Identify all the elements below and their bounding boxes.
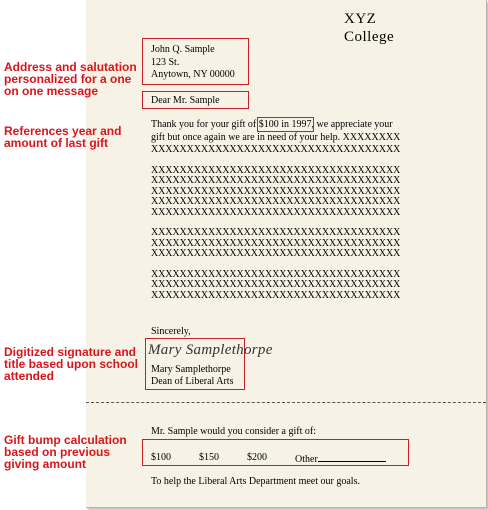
college-name-line2: College xyxy=(344,29,395,45)
address-name: John Q. Sample xyxy=(151,44,215,55)
callout-references: References year and amount of last gift xyxy=(4,124,122,150)
filler-row: XXXXXXXXXXXXXXXXXXXXXXXXXXXXXXXXXXX xyxy=(151,237,401,249)
signer-title: Dean of Liberal Arts xyxy=(151,376,234,387)
other-amount-blank[interactable] xyxy=(318,452,386,462)
digitized-signature: Mary Samplethorpe xyxy=(148,342,273,358)
filler-row: XXXXXXXXXXXXXXXXXXXXXXXXXXXXXXXXXXX xyxy=(151,206,401,218)
filler-row: XXXXXXXXXXXXXXXXXXXXXXXXXXXXXXXXXXX xyxy=(151,248,401,259)
callout-address: Address and salutation personalized for a one on one message xyxy=(4,60,137,98)
filler-row: XXXXXXXXXXXXXXXXXXXXXXXXXXXXXXXXXXX xyxy=(151,289,401,301)
filler-row: XXXXXXXXXXXXXXXXXXXXXXXXXXXXXXXXXXX xyxy=(151,268,401,280)
filler-row: XXXXXXXXXXXXXXXXXXXXXXXXXXXXXXXXXXX xyxy=(151,175,401,186)
gift-option-100[interactable]: $100 xyxy=(151,452,171,463)
gift-option-other[interactable] xyxy=(295,452,386,465)
filler-paragraphs xyxy=(151,145,400,301)
address-city: Anytown, NY 00000 xyxy=(151,69,235,80)
gift-prompt: Mr. Sample would you consider a gift of: xyxy=(151,426,316,437)
other-label: Other xyxy=(295,454,318,465)
reply-footer: To help the Liberal Arts Department meet our goals. xyxy=(151,476,360,487)
signer-name: Mary Samplethorpe xyxy=(151,364,231,375)
filler-row: XXXXXXXXXXXXXXXXXXXXXXXXXXXXXXXXXXX xyxy=(151,279,401,290)
college-name-line1: XYZ xyxy=(344,11,377,27)
filler-row: XXXXXXXXXXXXXXXXXXXXXXXXXXXXXXXXXXX xyxy=(151,185,401,197)
gift-reference: $100 in 1997 xyxy=(258,119,312,130)
filler-row: XXXXXXXXXXXXXXXXXXXXXXXXXXXXXXXXXXX xyxy=(151,227,401,238)
gift-option-200[interactable]: $200 xyxy=(247,452,267,463)
salutation: Dear Mr. Sample xyxy=(151,95,220,106)
filler-row: XXXXXXXXXXXXXXXXXXXXXXXXXXXXXXXXXXX xyxy=(151,144,401,155)
body-line-1 xyxy=(151,119,393,131)
callout-gift-bump: Gift bump calculation based on previous giving amount xyxy=(4,433,127,471)
body-line-1-end: , we appreciate your xyxy=(311,119,393,130)
body-line-2: gift but once again we are in need of your help. XXXXXXXX xyxy=(151,132,401,143)
filler-row: XXXXXXXXXXXXXXXXXXXXXXXXXXXXXXXXXXX xyxy=(151,196,401,207)
tear-off-divider xyxy=(86,402,486,403)
callout-signature: Digitized signature and title based upon school attended xyxy=(4,345,139,383)
gift-option-150[interactable]: $150 xyxy=(199,452,219,463)
closing: Sincerely, xyxy=(151,326,191,337)
filler-row: XXXXXXXXXXXXXXXXXXXXXXXXXXXXXXXXXXX xyxy=(151,164,401,176)
body-line-1-start: Thank you for your gift of xyxy=(151,119,259,130)
address-street: 123 St. xyxy=(151,57,180,68)
